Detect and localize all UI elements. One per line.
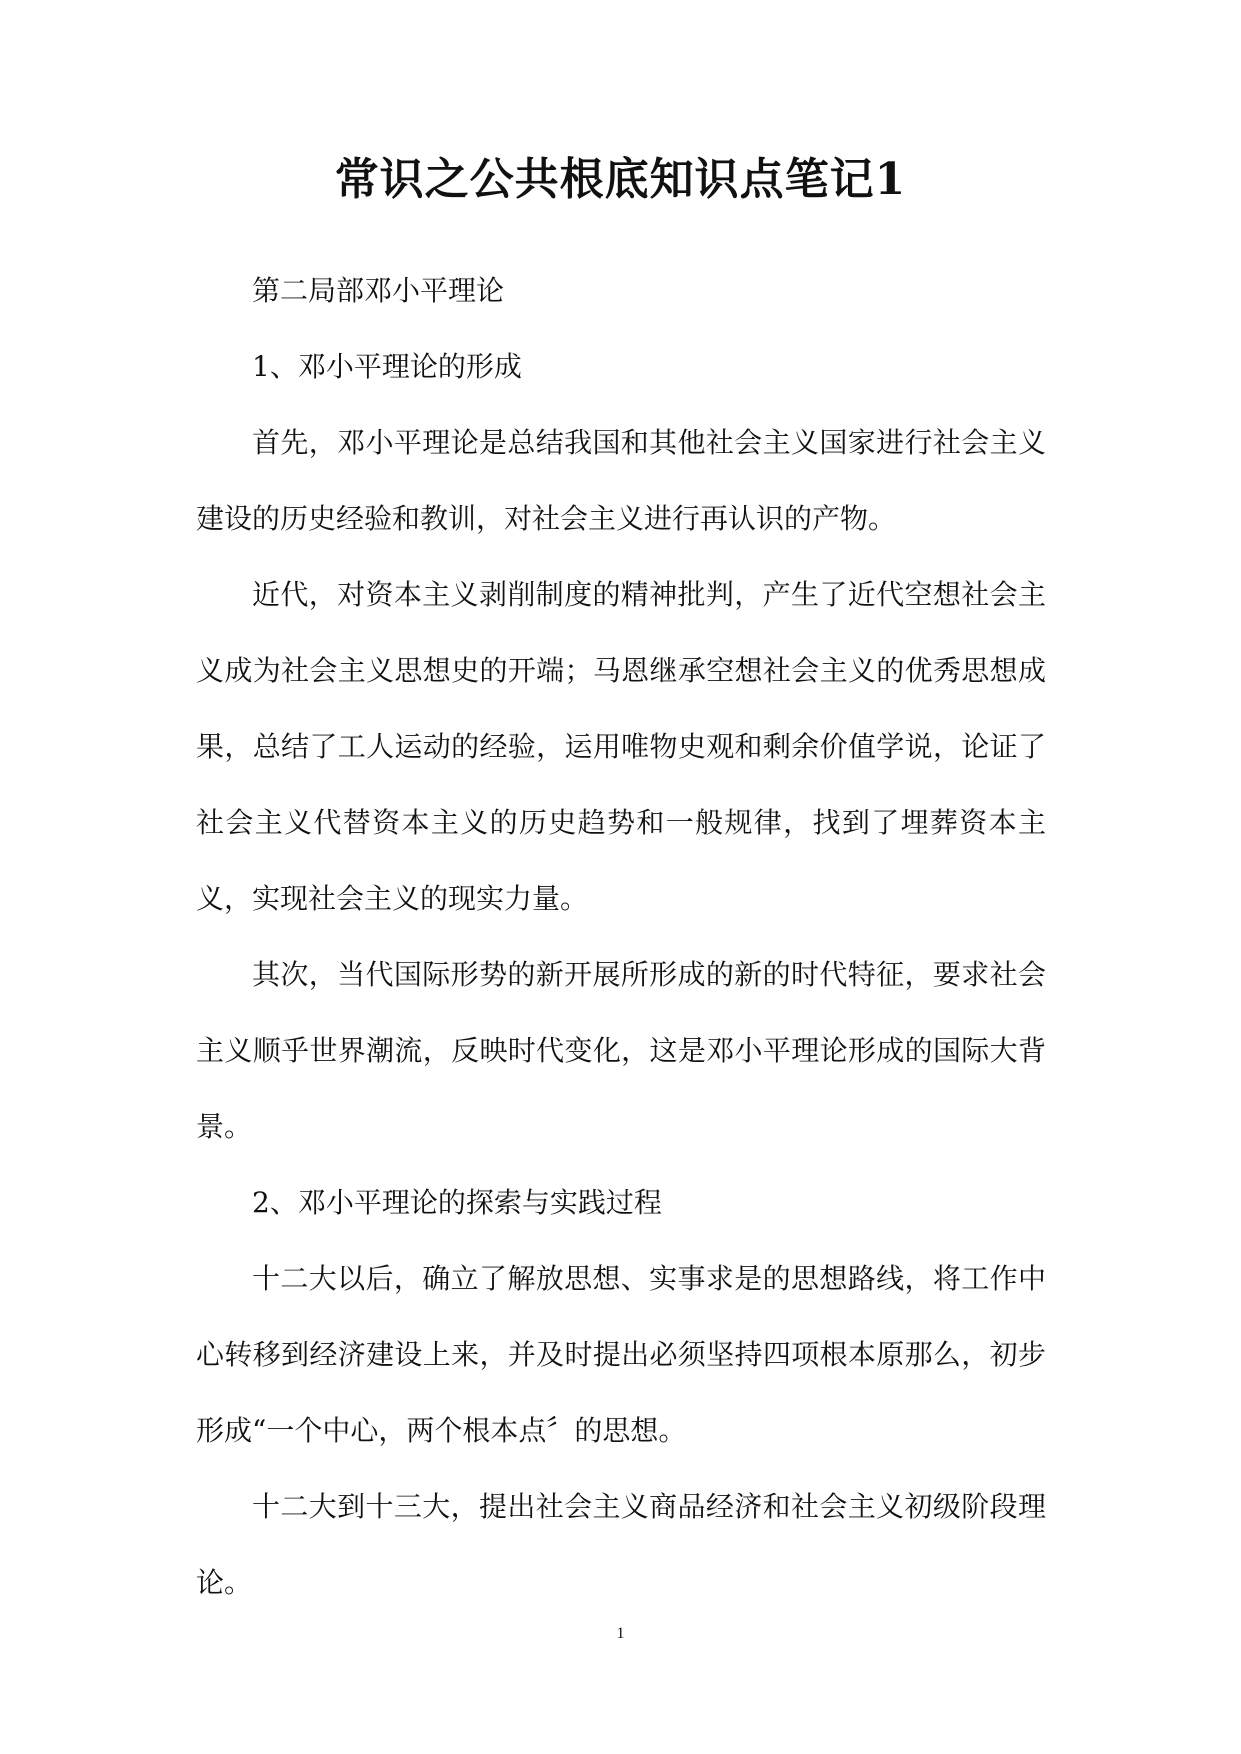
body-paragraph: 近代，对资本主义剥削制度的精神批判，产生了近代空想社会主义成为社会主义思想史的开端；马恩继承空想社会主义的优秀思想成果，总结了工人运动的经验，运用唯物史观和剩余价值学说，论证了社会主义代替资本主义的历史趋势和一般规律，找到了埋葬资本主义，实现社会主义的现实力量。	[196, 578, 1046, 915]
body-paragraph: 首先，邓小平理论是总结我国和其他社会主义国家进行社会主义建设的历史经验和教训，对社会主义进行再认识的产物。	[196, 426, 1046, 535]
subsection-heading: 2、邓小平理论的探索与实践过程	[252, 1186, 662, 1219]
body-paragraph: 其次，当代国际形势的新开展所形成的新的时代特征，要求社会主义顺乎世界潮流，反映时代变化，这是邓小平理论形成的国际大背景。	[196, 958, 1046, 1143]
document-title: 常识之公共根底知识点笔记1	[334, 154, 907, 205]
body-paragraph: 十二大以后，确立了解放思想、实事求是的思想路线，将工作中心转移到经济建设上来，并及时提出必须坚持四项根本原那么，初步形成“一个中心，两个根本点〞的思想。	[196, 1262, 1046, 1447]
section-heading: 第二局部邓小平理论	[252, 274, 505, 307]
document-body	[196, 253, 1046, 1621]
page-number: 1	[616, 1625, 625, 1642]
body-paragraph: 十二大到十三大，提出社会主义商品经济和社会主义初级阶段理论。	[196, 1490, 1046, 1599]
subsection-heading: 1、邓小平理论的形成	[252, 350, 522, 383]
